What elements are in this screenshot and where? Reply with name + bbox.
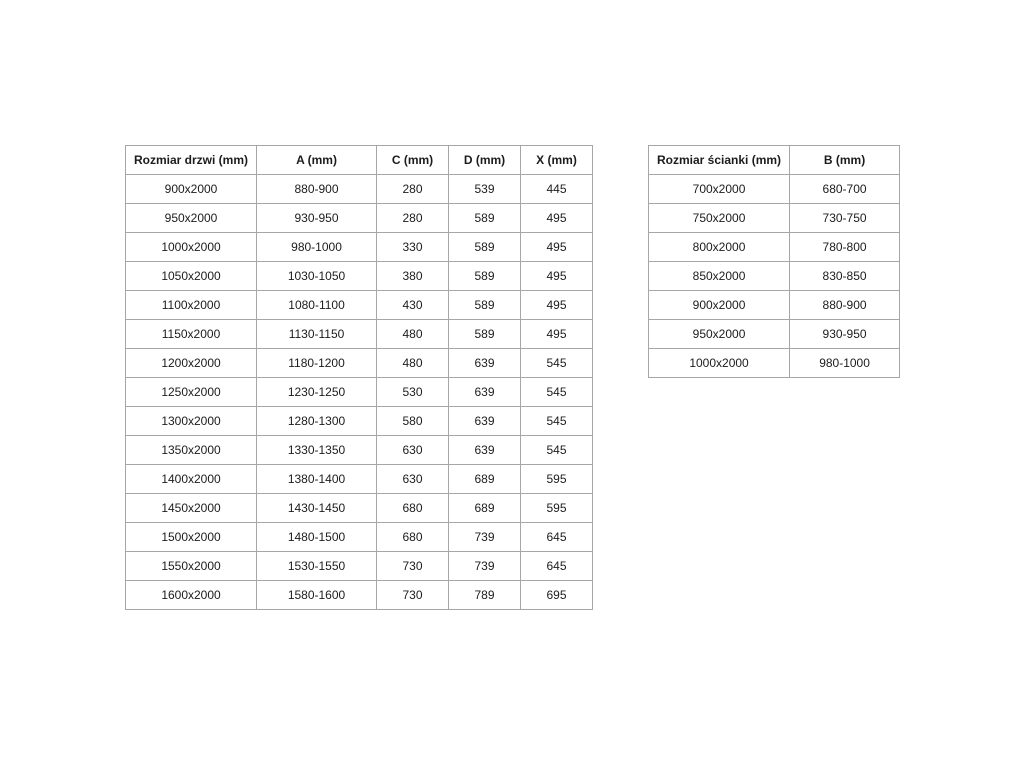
table-cell: 1080-1100 [257,291,377,320]
table-cell: 280 [377,204,449,233]
table-cell: 850x2000 [649,262,790,291]
table-cell: 1500x2000 [126,523,257,552]
table-cell: 495 [521,291,593,320]
table-cell: 689 [449,465,521,494]
table-cell: 1480-1500 [257,523,377,552]
table-cell: 1400x2000 [126,465,257,494]
table-row [649,233,900,262]
table-cell: 730 [377,581,449,610]
table-cell: 800x2000 [649,233,790,262]
table-cell: 730-750 [790,204,900,233]
table-cell: 589 [449,291,521,320]
table-cell: 880-900 [257,175,377,204]
table-cell: 630 [377,436,449,465]
door-dimensions-table [125,145,593,610]
table-cell: 1130-1150 [257,320,377,349]
table-cell: 789 [449,581,521,610]
table-cell: 589 [449,233,521,262]
table-cell: 1430-1450 [257,494,377,523]
table-cell: 830-850 [790,262,900,291]
table-row [126,320,593,349]
column-header: D (mm) [449,146,521,175]
table-row [126,233,593,262]
table-cell: 589 [449,204,521,233]
table-cell: 1050x2000 [126,262,257,291]
table-row [649,204,900,233]
table-cell: 680 [377,494,449,523]
table-row [649,262,900,291]
column-header: A (mm) [257,146,377,175]
table-cell: 545 [521,436,593,465]
table-cell: 589 [449,320,521,349]
table-row [126,378,593,407]
table-row [126,552,593,581]
table-row [649,349,900,378]
table-cell: 730 [377,552,449,581]
table-cell: 380 [377,262,449,291]
table-cell: 880-900 [790,291,900,320]
table-cell: 545 [521,349,593,378]
table-cell: 700x2000 [649,175,790,204]
column-header: Rozmiar ścianki (mm) [649,146,790,175]
table-cell: 1330-1350 [257,436,377,465]
table-row [126,262,593,291]
table-cell: 980-1000 [790,349,900,378]
table-cell: 1280-1300 [257,407,377,436]
table-cell: 1180-1200 [257,349,377,378]
table-cell: 1450x2000 [126,494,257,523]
table-cell: 1580-1600 [257,581,377,610]
table-cell: 545 [521,378,593,407]
table-cell: 530 [377,378,449,407]
table-cell: 580 [377,407,449,436]
table-cell: 330 [377,233,449,262]
table-row [126,407,593,436]
table-cell: 639 [449,378,521,407]
table-cell: 739 [449,523,521,552]
table-row [649,291,900,320]
table-cell: 1100x2000 [126,291,257,320]
table-row [649,320,900,349]
table-cell: 1150x2000 [126,320,257,349]
table-cell: 645 [521,552,593,581]
table-cell: 480 [377,320,449,349]
table-cell: 495 [521,233,593,262]
table-row [126,436,593,465]
table-cell: 480 [377,349,449,378]
table-cell: 950x2000 [649,320,790,349]
table-cell: 739 [449,552,521,581]
table-cell: 695 [521,581,593,610]
table-row [649,175,900,204]
table-row [126,465,593,494]
table-cell: 639 [449,436,521,465]
table-cell: 1600x2000 [126,581,257,610]
table-cell: 639 [449,407,521,436]
table-cell: 1030-1050 [257,262,377,291]
table-row [126,175,593,204]
table-cell: 930-950 [790,320,900,349]
table-cell: 630 [377,465,449,494]
table-cell: 1300x2000 [126,407,257,436]
table-cell: 1550x2000 [126,552,257,581]
table-row [126,291,593,320]
table-row [126,523,593,552]
table-cell: 545 [521,407,593,436]
table-row [126,204,593,233]
table-cell: 680 [377,523,449,552]
table-cell: 1350x2000 [126,436,257,465]
table-cell: 689 [449,494,521,523]
table-cell: 539 [449,175,521,204]
table-row [126,349,593,378]
table-row [126,494,593,523]
table-cell: 1530-1550 [257,552,377,581]
table-cell: 495 [521,262,593,291]
table-cell: 595 [521,494,593,523]
table-cell: 645 [521,523,593,552]
table-cell: 1000x2000 [126,233,257,262]
table-cell: 930-950 [257,204,377,233]
column-header: B (mm) [790,146,900,175]
table-cell: 900x2000 [649,291,790,320]
table-cell: 950x2000 [126,204,257,233]
column-header: X (mm) [521,146,593,175]
table-cell: 495 [521,204,593,233]
header-row [126,146,593,175]
table-cell: 750x2000 [649,204,790,233]
table-cell: 680-700 [790,175,900,204]
table-cell: 595 [521,465,593,494]
table-cell: 639 [449,349,521,378]
column-header: Rozmiar drzwi (mm) [126,146,257,175]
table-cell: 900x2000 [126,175,257,204]
table-cell: 445 [521,175,593,204]
table-cell: 1000x2000 [649,349,790,378]
table-cell: 280 [377,175,449,204]
table-cell: 495 [521,320,593,349]
table-cell: 589 [449,262,521,291]
table-cell: 780-800 [790,233,900,262]
wall-dimensions-table [648,145,900,378]
header-row [649,146,900,175]
table-row [126,581,593,610]
table-cell: 1380-1400 [257,465,377,494]
table-cell: 980-1000 [257,233,377,262]
table-cell: 1200x2000 [126,349,257,378]
table-cell: 1230-1250 [257,378,377,407]
table-cell: 430 [377,291,449,320]
table-cell: 1250x2000 [126,378,257,407]
column-header: C (mm) [377,146,449,175]
